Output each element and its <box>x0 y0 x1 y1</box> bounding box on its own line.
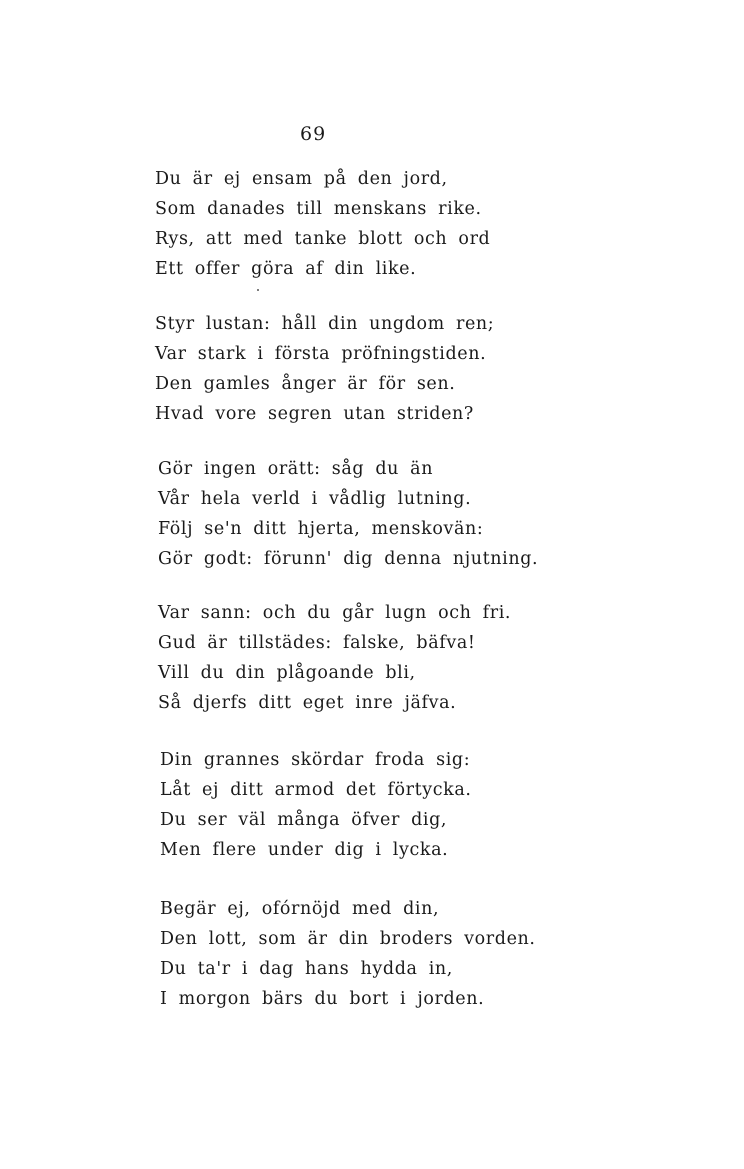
verse-line: Var stark i första pröfningstiden. <box>155 344 487 364</box>
verse-line: I morgon bärs du bort i jorden. <box>160 989 485 1009</box>
verse-line: Så djerfs ditt eget inre jäfva. <box>158 693 457 713</box>
page-number: 69 <box>300 123 327 145</box>
verse-line: Följ se'n ditt hjerta, menskovän: <box>158 519 484 539</box>
verse-line: Gud är tillstädes: falske, bäfva! <box>158 633 476 653</box>
stanza-4 <box>155 598 715 718</box>
stanza-5 <box>155 745 715 865</box>
verse-line: Gör godt: förunn' dig denna njutning. <box>158 549 539 569</box>
verse-line: Du ser väl många öfver dig, <box>160 810 448 830</box>
verse-line: Låt ej ditt armod det förtycka. <box>160 780 472 800</box>
verse-line: Ett offer göra af din like. <box>155 259 417 279</box>
verse-line: Styr lustan: håll din ungdom ren; <box>155 314 495 334</box>
verse-line: Du ta'r i dag hans hydda in, <box>160 959 453 979</box>
verse-line: Begär ej, ofórnöjd med din, <box>160 899 440 919</box>
verse-line: Var sann: och du går lugn och fri. <box>158 603 512 623</box>
verse-line: Hvad vore segren utan striden? <box>155 404 474 424</box>
verse-line: Du är ej ensam på den jord, <box>155 169 448 189</box>
stanza-3 <box>155 454 715 574</box>
verse-line: Rys, att med tanke blott och ord <box>155 229 491 249</box>
verse-line: Men flere under dig i lycka. <box>160 840 449 860</box>
verse-line: Vår hela verld i vådlig lutning. <box>158 489 472 509</box>
ink-speck <box>257 289 259 291</box>
verse-line: Den gamles ånger är för sen. <box>155 374 456 394</box>
verse-line: Vill du din plågoande bli, <box>158 663 416 683</box>
stanza-6 <box>155 894 715 1014</box>
verse-line: Gör ingen orätt: såg du än <box>158 459 434 479</box>
verse-line: Som danades till menskans rike. <box>155 199 482 219</box>
verse-line: Den lott, som är din broders vorden. <box>160 929 536 949</box>
verse-line: Din grannes skördar froda sig: <box>160 750 471 770</box>
stanza-1 <box>155 164 715 284</box>
stanza-2 <box>155 309 715 429</box>
